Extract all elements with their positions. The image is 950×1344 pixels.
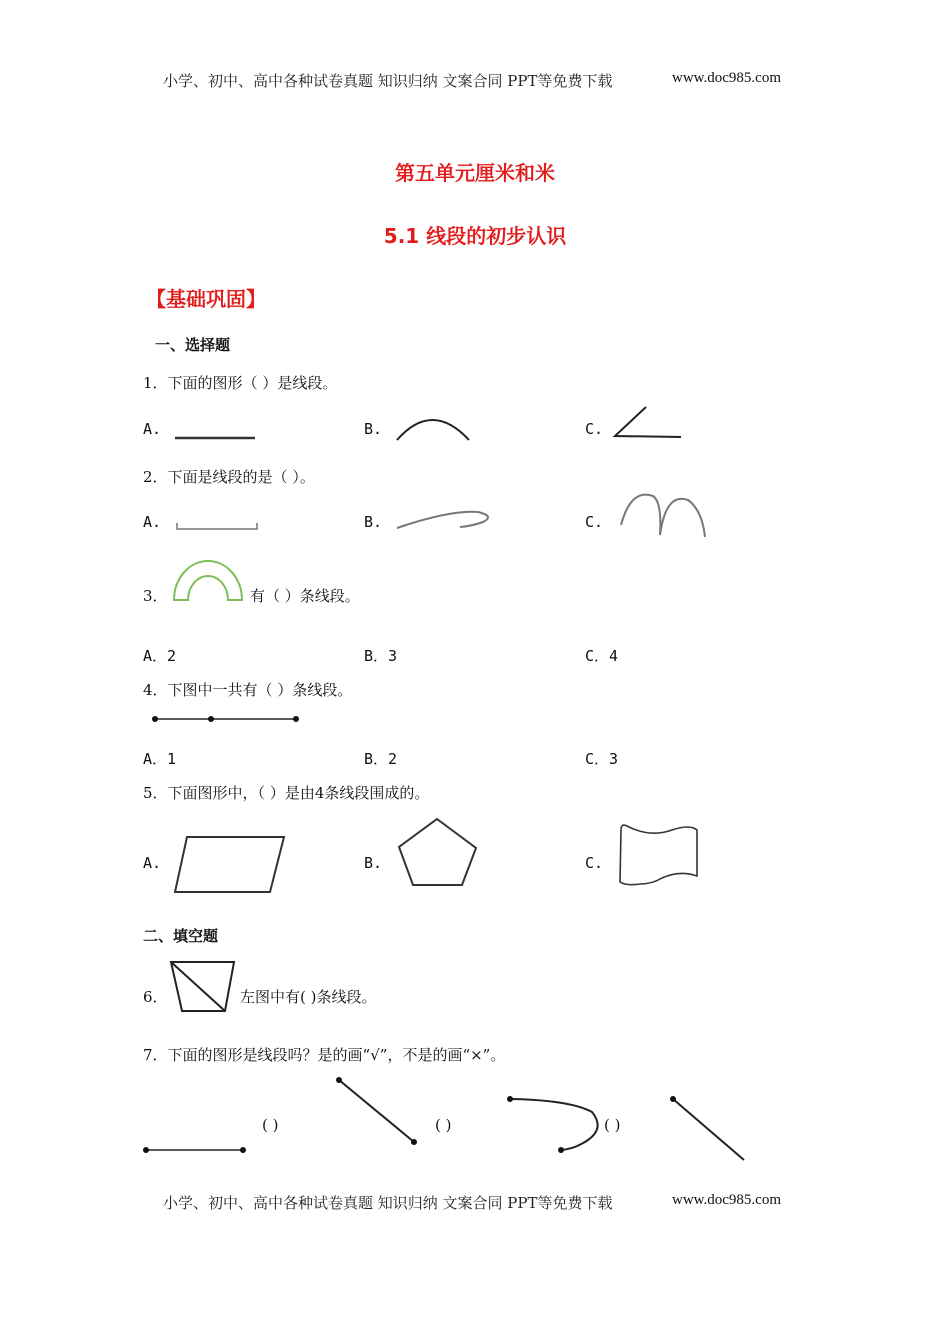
question-number: 7．	[143, 1046, 168, 1064]
footer-url[interactable]: www.doc985.com	[672, 1192, 782, 1208]
question-3-number: 3．	[143, 587, 168, 605]
q7-figure-2-segment	[339, 1080, 414, 1142]
question-3-text: 有（ ）条线段。	[250, 587, 360, 605]
q7-endpoint	[240, 1147, 246, 1153]
q7-answer-blank-1[interactable]: ( )	[262, 1116, 279, 1134]
unit-title: 第五单元厘米和米	[395, 161, 555, 185]
question-6-number: 6．	[143, 988, 168, 1006]
question-text: 下图中一共有（ ）条线段。	[167, 681, 353, 699]
q2-option-b[interactable]: B.	[364, 513, 383, 531]
q3-option-a[interactable]: A．2	[143, 647, 177, 665]
question-number: 5．	[143, 784, 168, 802]
q5-option-b[interactable]: B.	[364, 854, 383, 872]
q5-option-a[interactable]: A.	[143, 854, 162, 872]
q7-figure-3-arc	[510, 1099, 598, 1150]
question-number: 1．	[143, 374, 168, 392]
q7-answer-blank-3[interactable]: ( )	[604, 1116, 621, 1134]
lesson-title: 5.1 线段的初步认识	[383, 224, 567, 248]
q4-option-c[interactable]: C．3	[585, 750, 619, 768]
question-text: 下面是线段的是（ ）。	[167, 468, 315, 486]
part2-heading: 二、填空题	[143, 927, 219, 945]
q5-option-c[interactable]: C.	[585, 854, 604, 872]
q7-endpoint	[143, 1147, 149, 1153]
header-url[interactable]: www.doc985.com	[672, 70, 782, 86]
q3-option-c[interactable]: C．4	[585, 647, 619, 665]
q3-option-b[interactable]: B．3	[364, 647, 398, 665]
q7-endpoint	[558, 1147, 564, 1153]
question-text: 下面的图形是线段吗？是的画“√”，不是的画“×”。	[167, 1046, 506, 1064]
question-text: 下面的图形（ ）是线段。	[167, 374, 338, 392]
q7-endpoint	[670, 1096, 676, 1102]
q2-option-c[interactable]: C.	[585, 513, 604, 531]
q1-option-a[interactable]: A.	[143, 420, 162, 438]
part1-heading: 一、选择题	[155, 336, 231, 354]
q4-option-b[interactable]: B．2	[364, 750, 398, 768]
question-number: 4．	[143, 681, 168, 699]
question-text: 下面图形中，（ ）是由4条线段围成的。	[167, 784, 430, 802]
q7-endpoint	[411, 1139, 417, 1145]
footer-text: 小学、初中、高中各种试卷真题 知识归纳 文案合同 PPT等免费下载	[163, 1194, 613, 1212]
q7-answer-blank-2[interactable]: ( )	[435, 1116, 452, 1134]
q1-option-b[interactable]: B.	[364, 420, 383, 438]
q7-figure-4-ray	[673, 1099, 744, 1160]
header-text: 小学、初中、高中各种试卷真题 知识归纳 文案合同 PPT等免费下载	[163, 72, 613, 90]
q1-option-c[interactable]: C.	[585, 420, 604, 438]
q2-option-a[interactable]: A.	[143, 513, 162, 531]
q4-option-a[interactable]: A．1	[143, 750, 177, 768]
question-number: 2．	[143, 468, 168, 486]
question-6-text: 左图中有( )条线段。	[240, 988, 377, 1006]
q7-endpoint	[507, 1096, 513, 1102]
section-heading: 【基础巩固】	[146, 287, 266, 311]
q7-endpoint	[336, 1077, 342, 1083]
